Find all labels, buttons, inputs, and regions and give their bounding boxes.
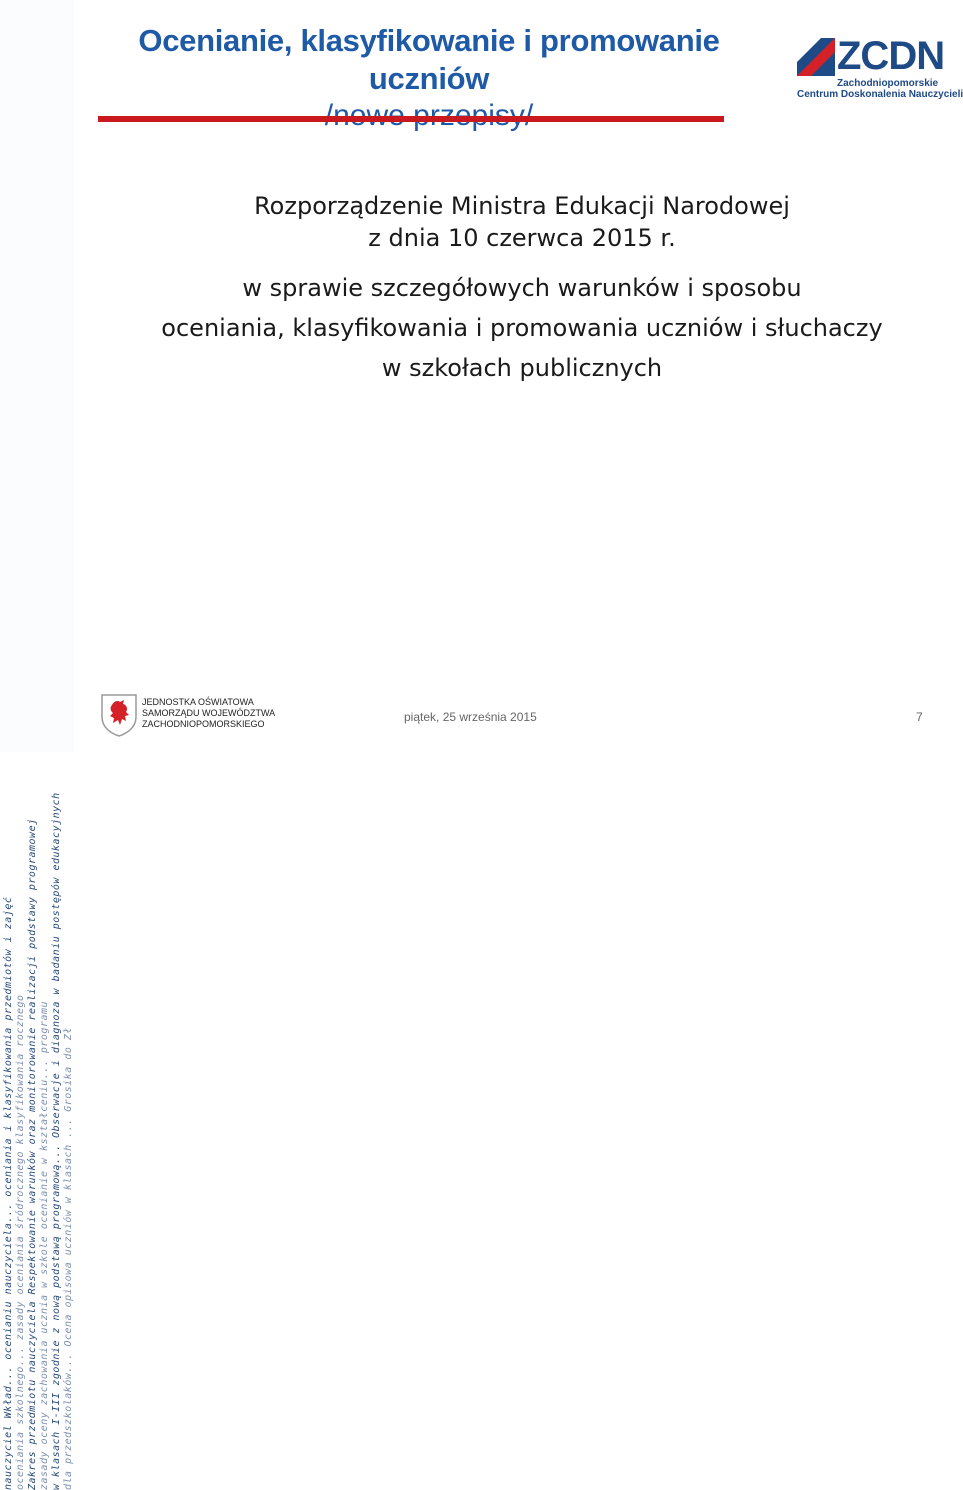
footer-org-line-2: SAMORZĄDU WOJEWÓDZTWA [142, 708, 276, 718]
regulation-line-4: oceniania, klasyfikowania i promowania uczniów i słuchaczy [161, 314, 883, 342]
logo-name: ZCDN [837, 34, 945, 78]
regulation-text [84, 190, 960, 388]
regulation-line-2: z dnia 10 czerwca 2015 r. [368, 224, 676, 252]
footer-organisation-logo [100, 693, 320, 739]
zcdn-logo [797, 34, 963, 100]
griffin-coat-of-arms-icon [100, 693, 138, 737]
footer-org-line-3: ZACHODNIOPOMORSKIEGO [142, 719, 265, 729]
footer-date: piątek, 25 września 2015 [404, 710, 537, 724]
title-line-1: Ocenianie, klasyfikowanie i promowanie uczniów [138, 23, 720, 96]
title-underline [98, 116, 724, 122]
logo-subtitle-1: Zachodniopomorskie [837, 78, 939, 89]
logo-subtitle-2: Centrum Doskonalenia Nauczycieli [797, 89, 963, 100]
zcdn-logo-mark-icon [797, 38, 835, 76]
regulation-line-3: w sprawie szczegółowych warunków i sposobu [242, 274, 802, 302]
footer-org-line-1: JEDNOSTKA OŚWIATOWA [142, 697, 254, 707]
regulation-line-1: Rozporządzenie Ministra Edukacji Narodowej [254, 192, 790, 220]
page-number: 7 [916, 710, 923, 724]
handwriting-decoration: nauczyciel Wkład... ocenianiu nauczyciela... oceniania i klasyfikowania przedmiotów i zajęć oceniania szkolnego... zasady oceniania śródrocznego klasyfikowania rocznego Zakres przedmiotu nauczyciela Respektowanie warunków oraz monitorowanie realizacji podstawy programowej zasady oceny zachowania ucznia w szkole ocenianie w kształceniu... programu w klasach I-III zgodnie z nową podstawą programową... Obserwacje i diagnoza w badaniu postępów edukacyjnych dla przedszkolaków... Ocena opisowa uczniów w klasach ... Grosika do Zł [0, 0, 74, 752]
footer-organisation-name [142, 697, 275, 730]
regulation-line-5: w szkołach publicznych [381, 354, 663, 382]
